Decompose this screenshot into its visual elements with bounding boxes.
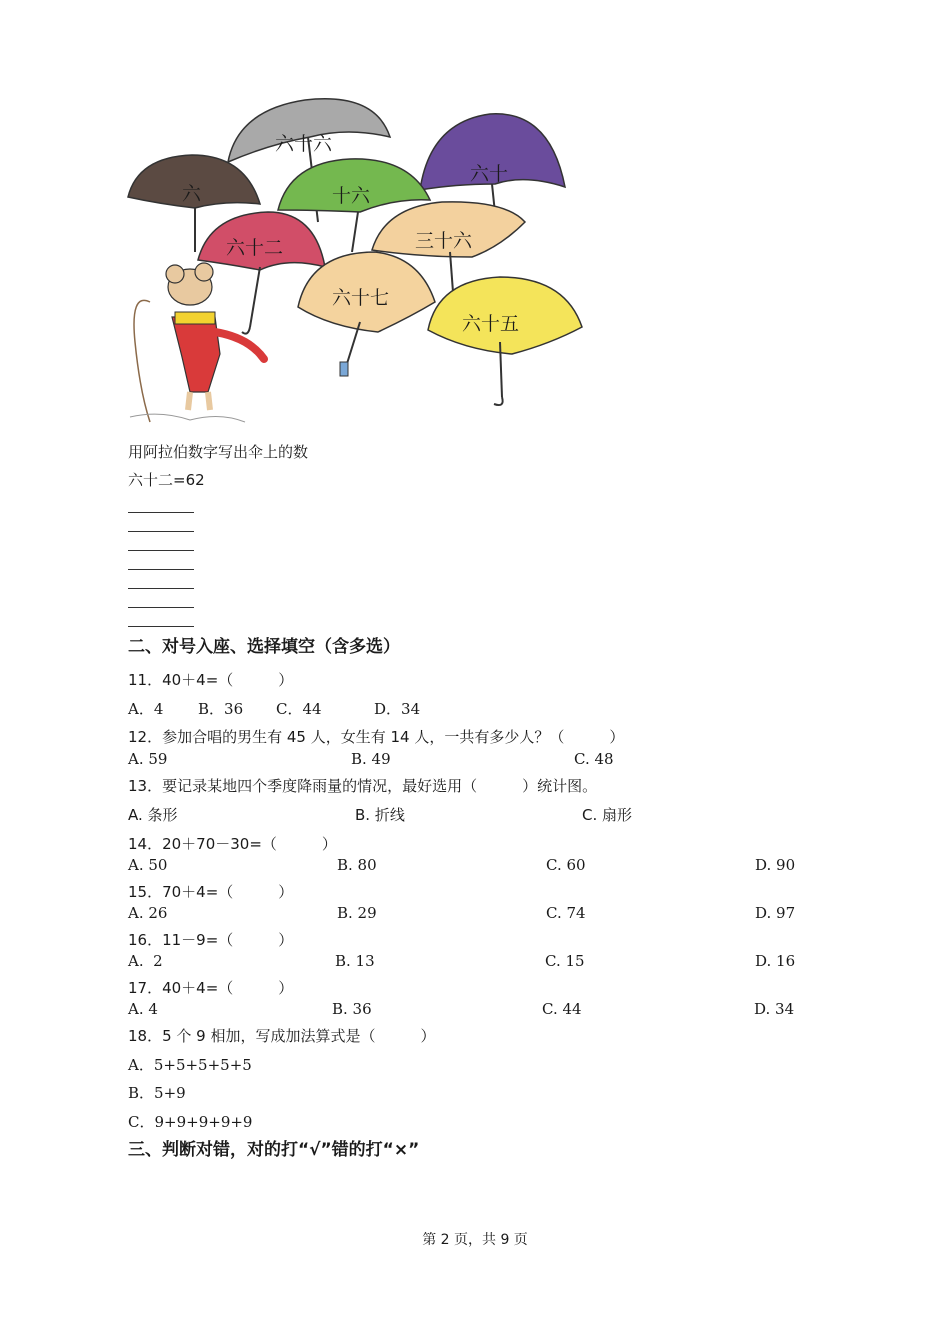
question-14-option-a[interactable]: A. 50 — [128, 856, 168, 874]
umbrella-label: 六十六 — [275, 133, 333, 155]
question-13-option-b[interactable]: B. 折线 — [355, 806, 405, 824]
answer-blank-5[interactable] — [128, 588, 194, 589]
question-13-stem: 13．要记录某地四个季度降雨量的情况，最好选用（ ）统计图。 — [128, 777, 598, 795]
answer-blank-3[interactable] — [128, 550, 194, 551]
question-13-option-a[interactable]: A. 条形 — [128, 806, 178, 824]
umbrella-label: 六十五 — [462, 313, 520, 335]
question-18-stem: 18．5 个 9 相加，写成加法算式是（ ） — [128, 1027, 436, 1045]
answer-blank-6[interactable] — [128, 607, 194, 608]
answer-blank-4[interactable] — [128, 569, 194, 570]
example-text: 六十二=62 — [128, 471, 205, 489]
umbrella-light-peach — [298, 252, 435, 376]
question-18-option-c[interactable]: C．9+9+9+9+9 — [128, 1113, 253, 1131]
umbrella-label: 三十六 — [415, 230, 473, 252]
question-16-option-a[interactable]: A. 2 — [128, 952, 163, 970]
question-11-option-c[interactable]: C．44 — [276, 700, 322, 718]
question-17-option-d[interactable]: D. 34 — [754, 1000, 795, 1018]
question-18-option-b[interactable]: B．5+9 — [128, 1084, 186, 1102]
umbrella-pink — [198, 212, 325, 334]
question-17-option-b[interactable]: B. 36 — [332, 1000, 372, 1018]
question-16-option-d[interactable]: D. 16 — [755, 952, 796, 970]
question-16-option-c[interactable]: C. 15 — [545, 952, 585, 970]
umbrella-label: 六 — [182, 183, 202, 205]
question-13-option-c[interactable]: C. 扇形 — [582, 806, 633, 824]
question-12-stem: 12．参加合唱的男生有 45 人，女生有 14 人，一共有多少人？（ ） — [128, 728, 625, 746]
question-11-stem: 11．40＋4=（ ） — [128, 671, 294, 689]
umbrella-illustration — [120, 92, 590, 437]
question-11-option-b[interactable]: B．36 — [198, 700, 244, 718]
question-14-option-b[interactable]: B. 80 — [337, 856, 377, 874]
page-footer: 第 2 页，共 9 页 — [422, 1232, 528, 1248]
question-15-stem: 15．70＋4=（ ） — [128, 883, 294, 901]
question-17-option-a[interactable]: A. 4 — [128, 1000, 158, 1018]
umbrella-label: 六十 — [470, 163, 509, 185]
question-11-option-a[interactable]: A．4 — [128, 700, 164, 718]
question-14-option-d[interactable]: D. 90 — [755, 856, 796, 874]
question-18-option-a[interactable]: A．5+5+5+5+5 — [128, 1056, 252, 1074]
section-heading-2: 二、对号入座、选择填空（含多选） — [128, 637, 400, 657]
umbrella-label: 六十二 — [226, 237, 284, 259]
question-17-stem: 17．40＋4=（ ） — [128, 979, 294, 997]
question-15-option-d[interactable]: D. 97 — [755, 904, 796, 922]
question-12-option-a[interactable]: A. 59 — [128, 750, 168, 768]
question-15-option-c[interactable]: C. 74 — [546, 904, 586, 922]
mouse-character — [130, 263, 264, 422]
answer-blank-7[interactable] — [128, 626, 194, 627]
question-11-option-d[interactable]: D．34 — [374, 700, 421, 718]
question-12-option-c[interactable]: C. 48 — [574, 750, 614, 768]
question-16-stem: 16．11－9=（ ） — [128, 931, 294, 949]
answer-blank-2[interactable] — [128, 531, 194, 532]
question-15-option-b[interactable]: B. 29 — [337, 904, 377, 922]
question-17-option-c[interactable]: C. 44 — [542, 1000, 582, 1018]
umbrella-label: 十六 — [332, 185, 371, 207]
section-heading-3: 三、判断对错，对的打“√”错的打“×” — [128, 1140, 420, 1160]
question-12-option-b[interactable]: B. 49 — [351, 750, 391, 768]
umbrella-yellow — [428, 277, 582, 405]
question-16-option-b[interactable]: B. 13 — [335, 952, 375, 970]
question-15-option-a[interactable]: A. 26 — [128, 904, 168, 922]
answer-blank-1[interactable] — [128, 512, 194, 513]
instruction-text: 用阿拉伯数字写出伞上的数 — [128, 443, 309, 461]
question-14-stem: 14．20＋70－30=（ ） — [128, 835, 337, 853]
question-14-option-c[interactable]: C. 60 — [546, 856, 586, 874]
umbrella-label: 六十七 — [332, 287, 390, 309]
